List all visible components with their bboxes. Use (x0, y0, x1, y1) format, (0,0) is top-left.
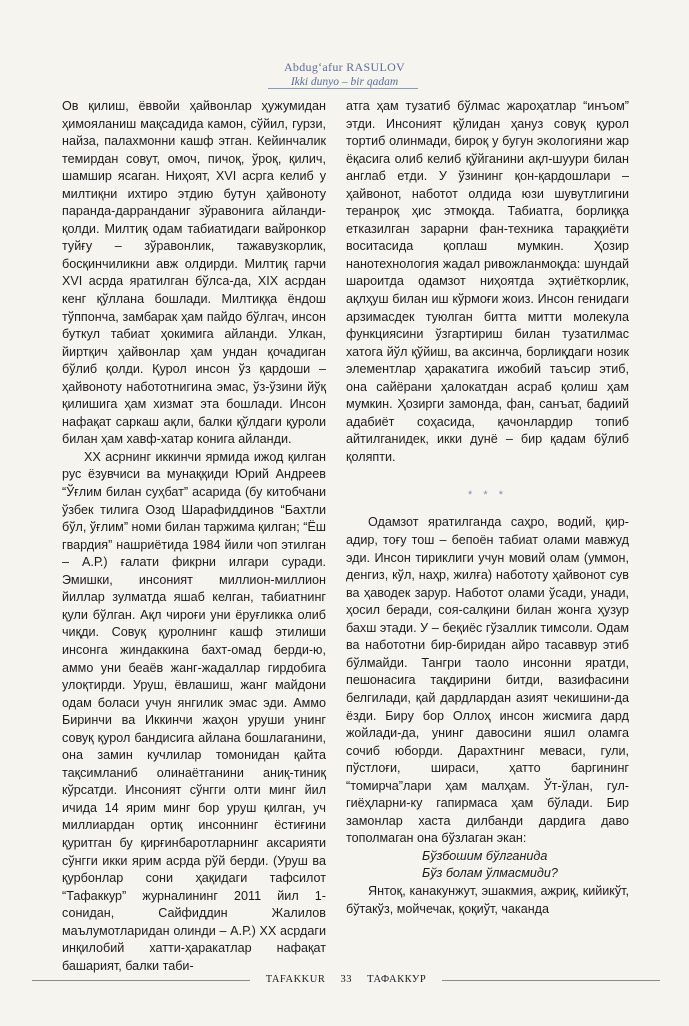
paragraph: Одамзот яратилганда саҳро, водий, қир-адир, тоғу тош – бепоён табиат олами мавжуд эди. Инсон тириклиги учун мовий олам (уммон, денгиз, кўл, наҳр, жилға) набототу ҳайвонот сув ва ҳаводек зарур. Наботот олами ўсади, унади, ҳосил беради, соя-салқини билан жонга ҳузур бахш этади. У – беқиёс гўзаллик тимсоли. Одам ва набототни бир-биридан айро тасаввур этиб бўлмайди. Тангри таоло инсонни яратди, пешонасига тақдирини битди, вазифасини белгилади, қай дардлардан азият чекишини-да ёзди. Бирy бор Оллоҳ инсон жисмига дард жойлади-да, унинг давосини яшил оламга сочиб юборди. Дарахтнинг меваси, гули, пўстлоғи, шираси, ҳатто баргининг “томирча”лари ҳам малҳам. Ўт-ўлан, гул-гиёҳларни-ку гапирмаса ҳам бўлади. Бир замонлар хаста дилбанди дардига даво тополмаган она бўзлаган экан: (346, 515, 629, 846)
paragraph: атга ҳам тузатиб бўлмас жароҳатлар “инъом” этди. Инсоният қўлидан ҳануз совуқ қурол тортиб олинмади, бироқ у бугун экологияни жар ёқасига олиб келиб қўйганини ақл-шуури билан англаб етди. У ўзининг қон-қардошлари – ҳайвонот, наботот олдида юзи шувутлигини теранроқ ҳис этмоқда. Табиатга, борлиққа етказилган зарарни фан-техника тараққиёти воситасида қоплаш мумкин. Ҳозир нанотехнология жадал ривожланмоқда: шундай шароитда одамзот ниҳоятда эҳтиёткорлик, ақлҳуш билан иш кўрмоғи жоиз. Инсон генидаги арзимасдек туюлган битта митти молекула функциясини ўзгартириш билан тузатилмас хатога йўл қўйиш, ва аксинча, борлиқдаги нозик элементлар ҳаракатига ижобий таъсир этиб, она сайёрани ҳалокатдан асраб қолиш ҳам мумкин. Ҳозирги замонда, фан, санъат, бадиий адабиёт соҳасида, қачонлардир топиб айтилганидек, икки дунё – бир қадам бўлиб қоляпти. (346, 99, 629, 464)
paragraph: Янтоқ, канакунжут, эшакмия, ажриқ, кийикўт, бўтакўз, мойчечак, қоқиўт, чаканда (346, 883, 629, 916)
footer-rule-left (32, 980, 250, 981)
right-column (346, 98, 629, 918)
verse-line: Бўзбошим бўлганида (422, 848, 548, 863)
footer-journal-cyrillic: ТАФАККУР (367, 974, 427, 985)
header-divider (268, 88, 418, 89)
page-footer (32, 973, 660, 987)
section-separator: * * * (468, 489, 507, 502)
verse-line: Бўз болам ўлмасмиди? (422, 866, 558, 881)
left-column (62, 98, 326, 975)
header-series: Ikki dunyo – bir qadam (290, 76, 399, 88)
paragraph: Ов қилиш, ёввойи ҳайвонлар ҳужумидан ҳимояланиш мақсадида камон, сўйил, гурзи, найза, палахмонни кашф этган. Кейинчалик темирдан совут, омоч, пичоқ, ўроқ, қилич, шамшир ясаган. Ниҳоят, XVI асрга келиб у милтиқни ихтиро этдию бутун ҳайвоноту паранда-дарранданиг зўравонига айланди-қолди. Милтиқ одам табиатидаги вайронкор туйғу – зўравонлик, тажавузкорлик, босқинчиликни авж олдирди. Милтиқ гарчи XVI асрда яратилган бўлса-да, XIX асрдан кенг қўллана бошлади. Милтиққа ёндош тўппонча, замбарак ҳам пайдо бўлгач, инсон буткул табиат ҳокимига айланди. Улкан, йиртқич ҳайвонлар ҳам ундан қочадиган бўлиб қолди. Қурол инсон ўз қардоши – ҳайвоноту набототнигина эмас, ўз-ўзини йўқ қилишига ҳам хизмат эта бошлади. Инсон нафақат саркаш ақли, балки қўлдаги қуроли билан ҳам хавф-хатар конига айланди. (62, 99, 326, 447)
footer-text (254, 973, 438, 987)
paragraph: XX асрнинг иккинчи ярмида ижод қилган рус ёзувчиси ва мунаққиди Юрий Андреев “Ўғлим билан суҳбат” асарида (бу китобчани ўзбек тилига Озод Шарафиддинов “Бахтли бўл, ўғлим” номи билан таржима қилган; “Ёш гвардия” нашриётида 1984 йили чоп этилган – А.Р.) ғалати фикрни илгари суради. Эмишки, инсоният миллион-миллион йиллар зулматда яшаб келган, табиатнинг қули бўлган. Ақл чироғи уни ёруғликка олиб чиқди. Совуқ қуролнинг кашф этилиши инсонга жиндаккина бахт-омад берди-ю, аммо уни беаёв жанг-жадаллар гирдобига улоқтирди. Уруш, ёвлашиш, жанг майдони одам боласи учун янгилик эмас эди. Аммо Биринчи ва Иккинчи жаҳон уруши унинг совуқ қурол бандисига айлана бошлаганини, она замин кучлилар томонидан қайта тақсимланиб олинаётганини аниқ-тиниқ кўрсатди. Инсоният сўнгги олти минг йил ичида 14 ярим минг бор уруш қилган, уч миллиардан ортиқ инсоннинг ёстиғини қуритган бу қирғинбаротларнинг аксарияти сўнгги икки ярим асрда рўй берди. (Уруш ва қурбонлар сони ҳақидаги тафсилот “Тафаккур” журналининг 2011 йил 1-сонидан, Сайфиддин Жалилов маълумотларидан олинди – А.Р.) XX асрдаги инқилобий хатти-ҳаракатлар нафақат башарият, балки таби- (62, 449, 326, 973)
page-number: 33 (340, 974, 352, 985)
footer-rule-right (442, 980, 660, 981)
page-header (0, 60, 689, 89)
footer-journal-latin: TAFAKKUR (265, 974, 326, 985)
header-author: Abdug‘afur RASULOV (283, 60, 406, 74)
